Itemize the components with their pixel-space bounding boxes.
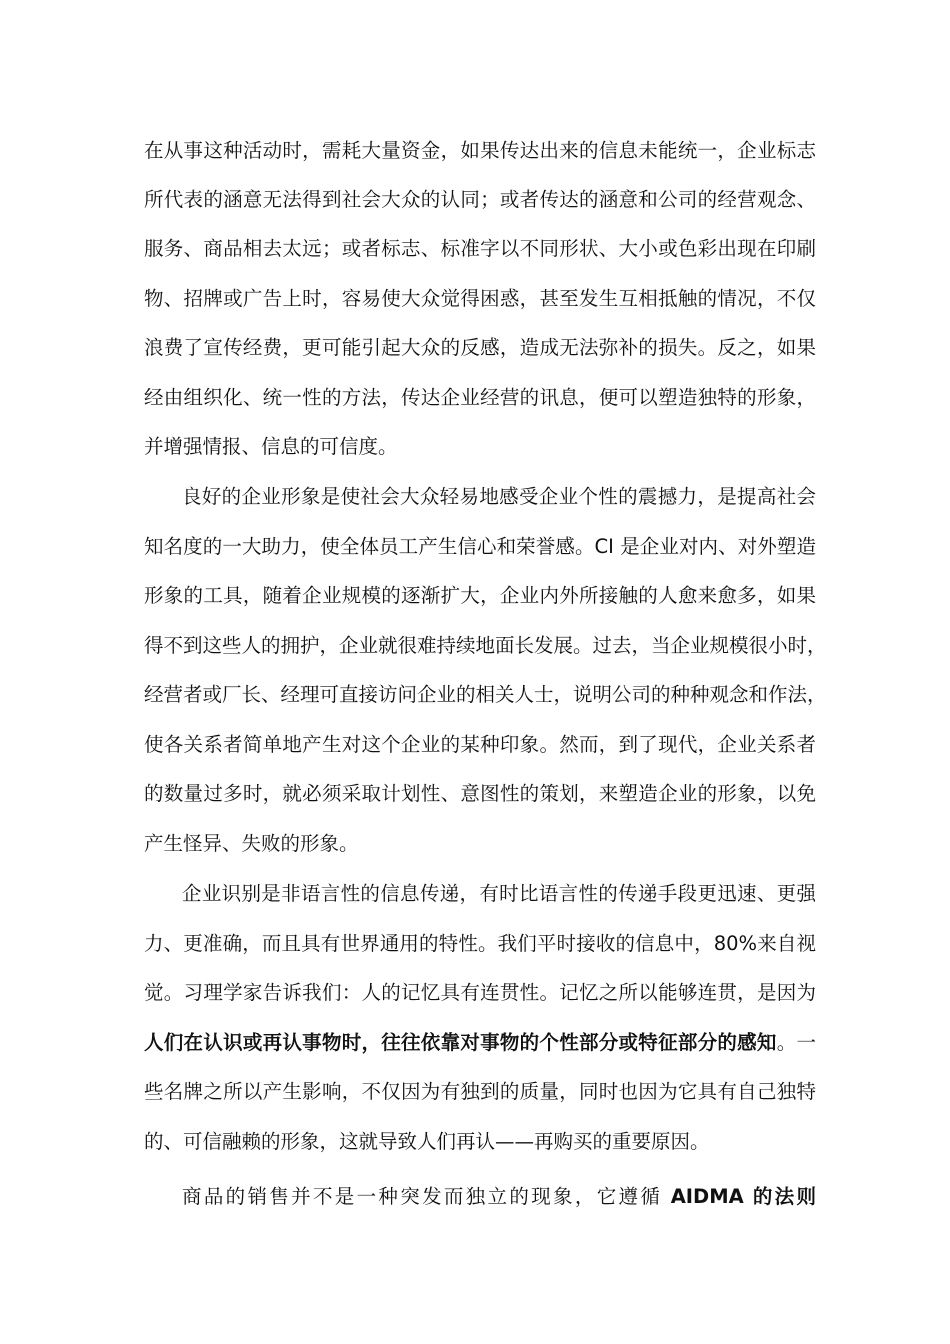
paragraph-line: 物、招牌或广告上时，容易使大众觉得困惑，甚至发生互相抵触的情况，不仅	[144, 287, 816, 310]
paragraph-line: 浪费了宣传经费，更可能引起大众的反感，造成无法弥补的损失。反之，如果	[144, 336, 816, 359]
paragraph-line: 些名牌之所以产生影响，不仅因为有独到的质量，同时也因为它具有自己独特	[144, 1080, 816, 1103]
lead-text: 商品的销售并不是一种突发而独立的现象，它遵循	[182, 1185, 671, 1208]
paragraph-line: 并增强情报、信息的可信度。	[144, 435, 398, 458]
paragraph-line: 使各关系者简单地产生对这个企业的某种印象。然而，到了现代，企业关系者	[144, 733, 816, 756]
paragraph-line: 的、可信融赖的形象，这就导致人们再认——再购买的重要原因。	[144, 1130, 710, 1153]
paragraph-line	[182, 1185, 816, 1209]
paragraph-line: 知名度的一大助力，使全体员工产生信心和荣誉感。CI 是企业对内、对外塑造	[144, 535, 816, 558]
paragraph-line: 经营者或厂长、经理可直接访问企业的相关人士，说明公司的种种观念和作法，	[144, 683, 827, 706]
paragraph-line-emphasis	[144, 1031, 816, 1055]
paragraph-line: 觉。习理学家告诉我们：人的记忆具有连贯性。记忆之所以能够连贯，是因为	[144, 981, 816, 1004]
emphasis-text: 人们在认识或再认事物时，往往依靠对事物的个性部分或特征部分的感知	[144, 1031, 777, 1054]
emphasis-text: AIDMA 的法则	[670, 1185, 816, 1208]
paragraph-line: 在从事这种活动时，需耗大量资金，如果传达出来的信息未能统一，企业标志	[144, 139, 816, 162]
paragraph-line: 所代表的涵意无法得到社会大众的认同；或者传达的涵意和公司的经营观念、	[144, 188, 816, 211]
paragraph-line: 力、更准确，而且具有世界通用的特性。我们平时接收的信息中，80%来自视	[144, 932, 816, 955]
paragraph-line: 服务、商品相去太远；或者标志、标准字以不同形状、大小或色彩出现在印刷	[144, 237, 816, 260]
paragraph-line: 良好的企业形象是使社会大众轻易地感受企业个性的震撼力，是提高社会	[182, 485, 816, 508]
paragraph-line: 产生怪异、失败的形象。	[144, 832, 359, 855]
paragraph-line: 的数量过多时，就必须采取计划性、意图性的策划，来塑造企业的形象，以免	[144, 782, 816, 805]
paragraph-line: 得不到这些人的拥护，企业就很难持续地面长发展。过去，当企业规模很小时，	[144, 634, 827, 657]
emphasis-tail-text: 。一	[776, 1031, 816, 1054]
paragraph-line: 经由组织化、统一性的方法，传达企业经营的讯息，便可以塑造独特的形象，	[144, 386, 816, 409]
paragraph-line: 企业识别是非语言性的信息传递，有时比语言性的传递手段更迅速、更强	[182, 882, 816, 905]
paragraph-line: 形象的工具，随着企业规模的逐渐扩大，企业内外所接触的人愈来愈多，如果	[144, 584, 816, 607]
